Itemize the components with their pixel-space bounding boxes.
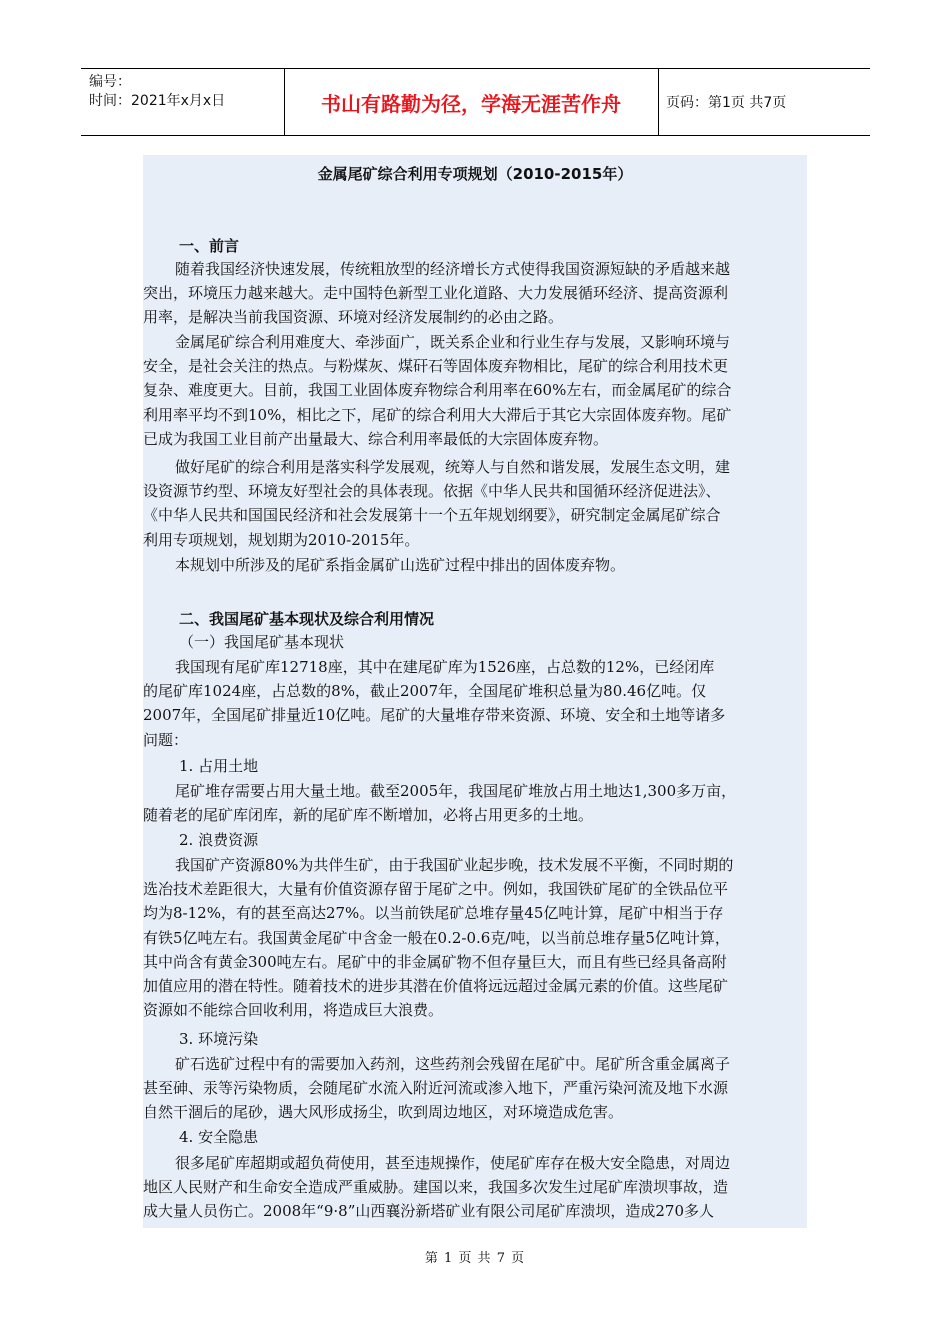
section-heading: 一、前言 [179,237,240,255]
paragraph [143,853,807,1022]
page-footer: 第 1 页 共 7 页 [424,1251,526,1266]
paragraph-line: 安全，是社会关注的热点。与粉煤灰、煤矸石等固体废弃物相比，尾矿的综合利用技术更 [143,357,729,376]
paragraph-line: 金属尾矿综合利用难度大、牵涉面广，既关系企业和行业生存与发展，又影响环境与 [175,333,731,351]
header-divider [658,69,659,135]
paragraph-line: 问题： [143,730,189,749]
doc-number: 编号： [89,74,131,90]
doc-title: 金属尾矿综合利用专项规划（2010-2015年） [317,165,633,183]
header-motto: 书山有路勤为径，学海无涯苦作舟 [321,91,621,116]
paragraph-line: 甚至砷、汞等污染物质，会随尾矿水流入附近河流或渗入地下，严重污染河流及地下水源 [143,1079,729,1098]
header-page-info: 页码：第1页 共7页 [666,95,787,111]
paragraph-line: 随着我国经济快速发展，传统粗放型的经济增长方式使得我国资源短缺的矛盾越来越 [175,260,731,278]
list-item-heading: 4. 安全隐患 [179,1128,259,1146]
list-item-heading: 1. 占用土地 [179,757,259,775]
subsection-heading: （一）我国尾矿基本现状 [179,633,345,651]
paragraph-line: 地区人民财产和生命安全造成严重威胁。建国以来，我国多次发生过尾矿库溃坝事故，造 [143,1178,729,1197]
paragraph-line: 我国现有尾矿库12718座，其中在建尾矿库为1526座，占总数的12%，已经闭库 [175,658,715,676]
paragraph [143,553,807,577]
paragraph-line: 本规划中所涉及的尾矿系指金属矿山选矿过程中排出的固体废弃物。 [175,556,626,574]
doc-time: 时间：2021年x月x日 [89,93,226,109]
paragraph-line: 很多尾矿库超期或超负荷使用，甚至违规操作，使尾矿库存在极大安全隐患，对周边 [175,1154,731,1172]
paragraph [143,655,807,752]
paragraph-line: 矿石选矿过程中有的需要加入药剂，这些药剂会残留在尾矿中。尾矿所含重金属离子 [175,1055,731,1073]
header-meta [89,73,225,111]
document-body [143,155,807,1228]
paragraph-line: 随着老的尾矿库闭库，新的尾矿库不断增加，必将占用更多的土地。 [143,806,594,825]
paragraph-line: 设资源节约型、环境友好型社会的具体表现。依据《中华人民共和国循环经济促进法》、 [143,482,721,501]
paragraph-line: 用率，是解决当前我国资源、环境对经济发展制约的必由之路。 [143,308,564,327]
paragraph-line: 均为8-12%，有的甚至高达27%。以当前铁尾矿总堆存量45亿吨计算，尾矿中相当于存 [143,904,724,923]
paragraph [143,1052,807,1125]
paragraph [143,455,807,552]
paragraph-line: 选冶技术差距很大，大量有价值资源存留于尾矿之中。例如，我国铁矿尾矿的全铁品位平 [143,880,729,899]
paragraph-line: 成大量人员伤亡。2008年“9·8”山西襄汾新塔矿业有限公司尾矿库溃坝，造成270多人 [143,1202,714,1221]
page-header [81,68,870,136]
paragraph-line: 加值应用的潜在特性。随着技术的进步其潜在价值将远远超过金属元素的价值。这些尾矿 [143,976,729,995]
paragraph-line: 已成为我国工业目前产出量最大、综合利用率最低的大宗固体废弃物。 [143,429,609,448]
paragraph-line: 利用专项规划，规划期为2010-2015年。 [143,530,420,549]
paragraph-line: 《中华人民共和国国民经济和社会发展第十一个五年规划纲要》，研究制定金属尾矿综合 [143,506,721,525]
list-item-heading: 3. 环境污染 [179,1030,259,1048]
paragraph-line: 自然干涸后的尾砂，遇大风形成扬尘，吹到周边地区，对环境造成危害。 [143,1103,624,1122]
paragraph-line: 有铁5亿吨左右。我国黄金尾矿中含金一般在0.2-0.6克/吨，以当前总堆存量5亿吨计算， [143,928,730,947]
paragraph-line: 资源如不能综合回收利用，将造成巨大浪费。 [143,1001,444,1020]
paragraph-line: 我国矿产资源80%为共伴生矿，由于我国矿业起步晚，技术发展不平衡，不同时期的 [175,856,734,874]
paragraph-line: 利用率平均不到10%，相比之下，尾矿的综合利用大大滞后于其它大宗固体废弃物。尾矿 [143,405,732,424]
paragraph-line: 突出，环境压力越来越大。走中国特色新型工业化道路、大力发展循环经济、提高资源利 [143,284,729,303]
paragraph-line: 其中尚含有黄金300吨左右。尾矿中的非金属矿物不但存量巨大，而且有些已经具备高附 [143,952,727,971]
paragraph-line: 的尾矿库1024座，占总数的8%，截止2007年，全国尾矿堆积总量为80.46亿吨。仅 [143,682,707,701]
paragraph [143,330,807,451]
paragraph [143,779,807,827]
paragraph-line: 复杂、难度更大。目前，我国工业固体废弃物综合利用率在60%左右，而金属尾矿的综合 [143,381,732,400]
paragraph-line: 做好尾矿的综合利用是落实科学发展观，统筹人与自然和谐发展，发展生态文明，建 [175,458,731,476]
list-item-heading: 2. 浪费资源 [179,831,259,849]
paragraph-line: 尾矿堆存需要占用大量土地。截至2005年，我国尾矿堆放占用土地达1,300多万亩， [175,782,737,800]
paragraph [143,1151,807,1224]
paragraph [143,257,807,330]
section-heading: 二、我国尾矿基本现状及综合利用情况 [179,610,435,628]
paragraph-line: 2007年，全国尾矿排量近10亿吨。尾矿的大量堆存带来资源、环境、安全和土地等诸多 [143,706,726,725]
